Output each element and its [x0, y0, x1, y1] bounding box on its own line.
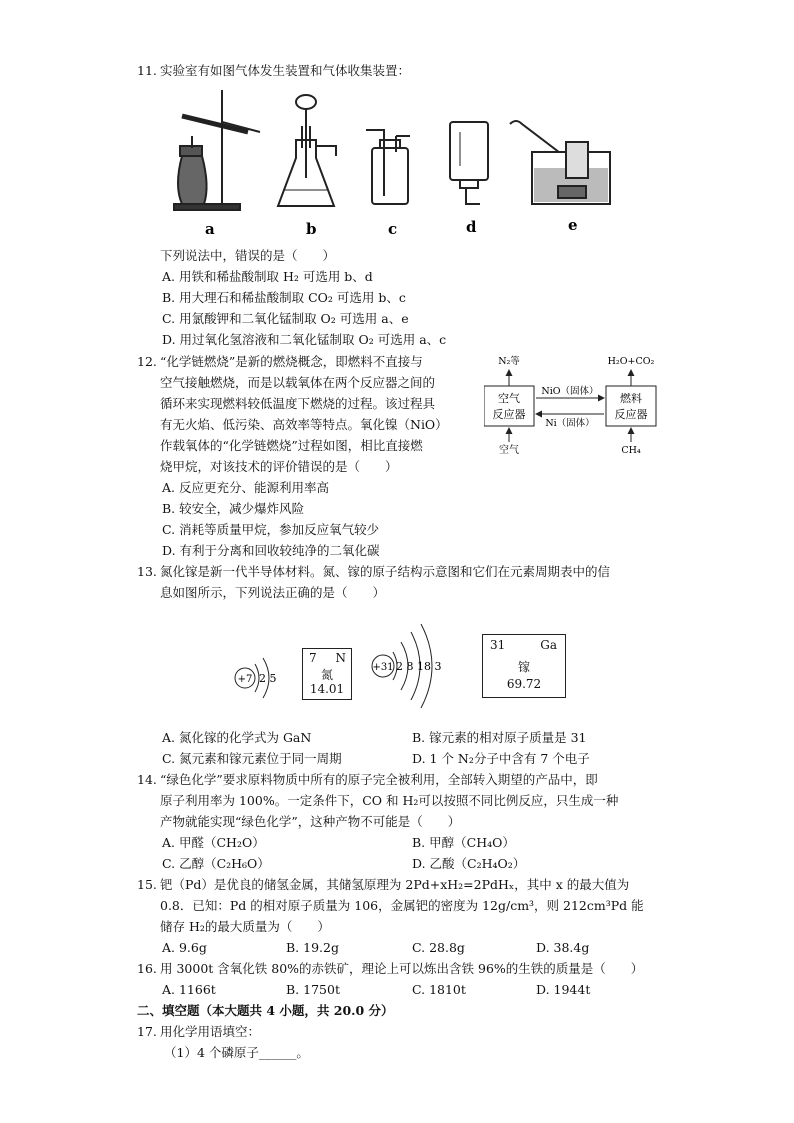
q14-option-a[interactable]: A. 甲醛（CH₂O）: [162, 835, 265, 850]
ga-electron-shells: 2 8 18 3: [396, 660, 442, 673]
q15-option-a[interactable]: A. 9.6g: [162, 940, 207, 955]
q12-line-5: 作载氧体的“化学链燃烧”过程如图，相比直接燃: [160, 438, 423, 453]
q13-line-1: 氮化镓是新一代半导体材料。氮、镓的原子结构示意图和它们在元素周期表中的信: [160, 564, 611, 579]
apparatus-label-b: b: [306, 220, 317, 236]
q15-option-c[interactable]: C. 28.8g: [412, 940, 465, 955]
q11-prompt: 下列说法中，错误的是（ ）: [160, 248, 336, 263]
n-atomic-number: 7: [309, 651, 317, 665]
q12-line-4: 有无火焰、低污染、高效率等特点。氧化镍（NiO）: [160, 417, 448, 432]
n-electron-shells: 2 5: [259, 672, 277, 685]
air-input-label: 空气: [499, 445, 519, 456]
ga-atomic-number: 31: [490, 638, 506, 652]
apparatus-label-c: c: [388, 220, 398, 236]
q11-option-c[interactable]: C. 用氯酸钾和二氧化锰制取 O₂ 可选用 a、e: [162, 311, 409, 326]
q14-line-1: “绿色化学”要求原料物质中所有的原子完全被利用，全部转入期望的产品中，即: [160, 772, 598, 787]
q14-number: 14.: [137, 772, 157, 787]
ch4-input-label: CH₄: [621, 445, 641, 456]
q12-line-6: 烧甲烷，对该技术的评价错误的是（ ）: [160, 459, 398, 474]
q12-option-b[interactable]: B. 较安全，减少爆炸风险: [162, 501, 305, 516]
q11-stem: 实验室有如图气体发生装置和气体收集装置：: [160, 63, 411, 78]
q14-line-3: 产物就能实现“绿色化学”，这种产物不可能是（ ）: [160, 814, 461, 829]
n2-output-label: N₂等: [498, 356, 520, 367]
ga-atomic-mass: 69.72: [506, 677, 542, 691]
q13-atom-structure-figure: [225, 618, 645, 728]
q11-option-b[interactable]: B. 用大理石和稀盐酸制取 CO₂ 可选用 b、c: [162, 290, 406, 305]
q13-line-2: 息如图所示，下列说法正确的是（ ）: [160, 585, 386, 600]
q14-option-c[interactable]: C. 乙醇（C₂H₆O）: [162, 856, 270, 871]
q14-option-d[interactable]: D. 乙酸（C₂H₄O₂）: [412, 856, 526, 871]
q12-option-c[interactable]: C. 消耗等质量甲烷，参加反应氧气较少: [162, 522, 380, 537]
q11-option-a[interactable]: A. 用铁和稀盐酸制取 H₂ 可选用 b、d: [162, 269, 373, 284]
q16-option-b[interactable]: B. 1750t: [286, 982, 340, 997]
q12-line-1: “化学链燃烧”是新的燃烧概念，即燃料不直接与: [160, 354, 423, 369]
apparatus-a-illustration: [174, 90, 260, 210]
q15-number: 15.: [137, 877, 157, 892]
q11-option-d[interactable]: D. 用过氧化氢溶液和二氧化锰制取 O₂ 可选用 a、c: [162, 332, 447, 347]
q15-line-1: 钯（Pd）是优良的储氢金属，其储氢原理为 2Pd+xH₂=2PdHₓ，其中 x 的最大值为: [160, 877, 630, 892]
q12-number: 12.: [137, 354, 157, 369]
q15-option-d[interactable]: D. 38.4g: [536, 940, 590, 955]
q12-option-d[interactable]: D. 有利于分离和回收较纯净的二氧化碳: [162, 543, 380, 558]
q14-option-b[interactable]: B. 甲醇（CH₄O）: [412, 835, 515, 850]
q16-option-a[interactable]: A. 1166t: [162, 982, 216, 997]
n-symbol: N: [335, 651, 346, 665]
air-reactor-label-2: 反应器: [492, 408, 526, 421]
ga-periodic-cell: [482, 634, 566, 698]
q16-option-d[interactable]: D. 1944t: [536, 982, 591, 997]
apparatus-d-illustration: [450, 122, 488, 204]
q17-sub-1: （1）4 个磷原子______。: [164, 1045, 309, 1060]
q17-number: 17.: [137, 1024, 157, 1039]
n-atomic-mass: 14.01: [309, 682, 345, 696]
q13-option-a[interactable]: A. 氮化镓的化学式为 GaN: [162, 730, 312, 745]
n-periodic-cell: [302, 648, 352, 700]
q11-apparatus-figure: [160, 86, 620, 236]
nio-arrow-label: NiO（固体）: [541, 386, 599, 397]
air-reactor-label-1: 空气: [498, 392, 520, 405]
q13-option-d[interactable]: D. 1 个 N₂分子中含有 7 个电子: [412, 751, 590, 766]
q12-line-3: 循环来实现燃料较低温度下燃烧的过程。该过程具: [160, 396, 436, 411]
q12-line-2: 空气接触燃烧，而是以载氧体在两个反应器之间的: [160, 375, 436, 390]
ni-arrow-label: Ni（固体）: [545, 418, 595, 429]
q16-option-c[interactable]: C. 1810t: [412, 982, 466, 997]
q15-option-b[interactable]: B. 19.2g: [286, 940, 339, 955]
q12-chemical-looping-diagram: [484, 350, 664, 460]
ga-symbol: Ga: [540, 638, 557, 652]
q16-stem: 用 3000t 含氧化铁 80%的赤铁矿，理论上可以炼出含铁 96%的生铁的质量是（ ）: [160, 961, 644, 976]
n-nucleus-charge: +7: [237, 674, 253, 685]
apparatus-label-e: e: [568, 216, 578, 234]
q15-line-3: 储存 H₂的最大质量为（ ）: [160, 919, 330, 934]
apparatus-label-d: d: [466, 218, 477, 236]
q14-line-2: 原子利用率为 100%。一定条件下，CO 和 H₂可以按照不同比例反应，只生成一种: [160, 793, 619, 808]
h2o-co2-output-label: H₂O+CO₂: [607, 356, 655, 367]
apparatus-e-illustration: [510, 121, 610, 204]
q11-number: 11.: [137, 63, 157, 78]
section-2-title: 二、填空题（本大题共 4 小题，共 20.0 分）: [137, 1003, 394, 1018]
fuel-reactor-label-1: 燃料: [620, 392, 642, 405]
q13-option-c[interactable]: C. 氮元素和镓元素位于同一周期: [162, 751, 342, 766]
apparatus-b-illustration: [278, 95, 336, 206]
n-element-name: 氮: [320, 668, 333, 682]
q16-number: 16.: [137, 961, 157, 976]
q13-option-b[interactable]: B. 镓元素的相对原子质量是 31: [412, 730, 587, 745]
q12-option-a[interactable]: A. 反应更充分、能源利用率高: [162, 480, 329, 495]
q17-stem: 用化学用语填空：: [160, 1024, 261, 1039]
ga-element-name: 镓: [517, 660, 530, 674]
apparatus-label-a: a: [205, 220, 215, 236]
fuel-reactor-label-2: 反应器: [614, 408, 648, 421]
apparatus-c-illustration: [366, 130, 410, 204]
ga-nucleus-charge: +31: [372, 662, 394, 673]
q15-line-2: 0.8．已知：Pd 的相对原子质量为 106，金属钯的密度为 12g/cm³，则 212cm³Pd 能: [160, 898, 644, 913]
q13-number: 13.: [137, 564, 157, 579]
